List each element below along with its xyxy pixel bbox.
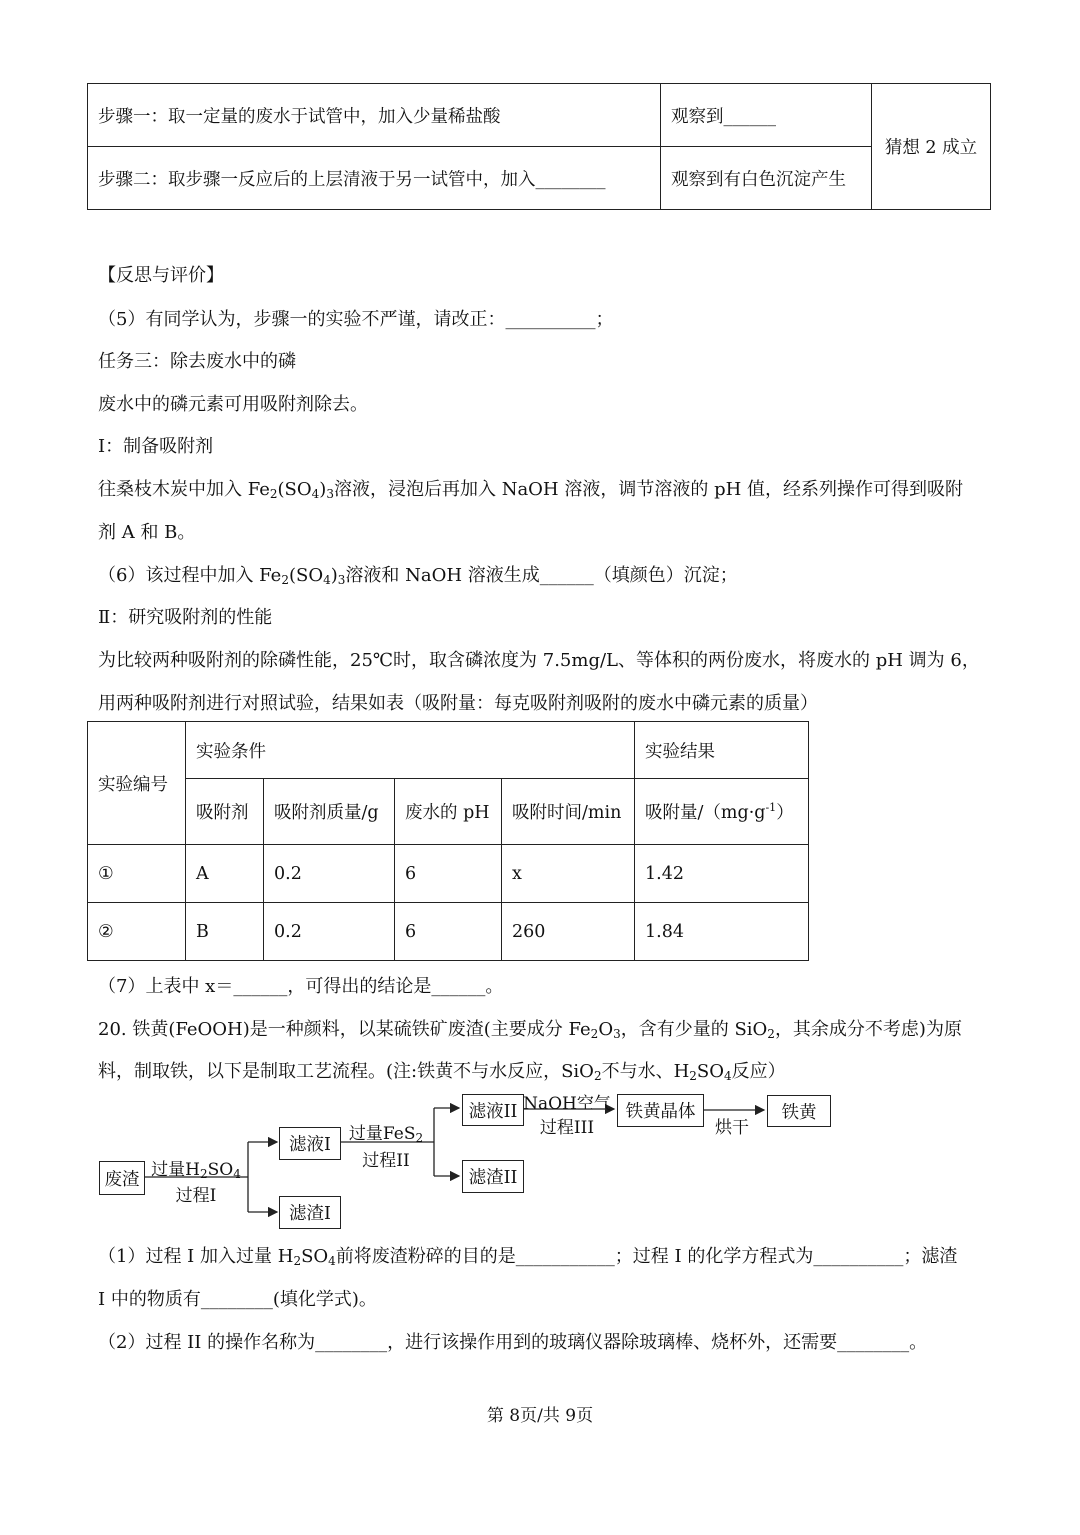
box-waste: 废渣 [99, 1161, 145, 1195]
box-product: 铁黄 [767, 1095, 831, 1127]
header-id: 实验编号 [88, 722, 186, 845]
box-residue2: 滤渣II [462, 1160, 524, 1193]
col-time: 吸附时间/min [502, 779, 635, 845]
header-conditions: 实验条件 [186, 722, 635, 779]
col-adsorbent: 吸附剂 [186, 779, 264, 845]
section-2-heading: Ⅱ：研究吸附剂的性能 [98, 607, 273, 628]
label-reagent1: 过量$H_2SO_4$ [151, 1160, 241, 1181]
label-process1: 过程I [175, 1186, 217, 1206]
table-row: ② B 0.2 6 260 1.84 [88, 903, 809, 961]
step1-cell: 步骤一：取一定量的废水于试管中，加入少量稀盐酸 [88, 84, 661, 147]
paragraph-2-cont: 剂 A 和 B。 [98, 522, 196, 543]
task3-heading: 任务三：除去废水中的磷 [98, 351, 296, 372]
label-process3: 过程III [539, 1118, 595, 1138]
box-residue1: 滤渣I [279, 1196, 341, 1229]
label-reagent3: NaOH空气 [523, 1094, 611, 1114]
col-ph: 废水的 pH [395, 779, 502, 845]
label-dry: 烘干 [715, 1118, 749, 1138]
reflect-heading: 【反思与评价】 [98, 265, 224, 286]
question-20: 20. 铁黄(FeOOH)是一种颜料，以某硫铁矿废渣(主要成分 $Fe_2O_3$，含有少量的 SiO$_2$，其余成分不考虑)为原 [98, 1019, 962, 1041]
conclusion-cell: 猜想 2 成立 [872, 84, 991, 210]
step2-observation: 观察到有白色沉淀产生 [661, 147, 872, 210]
question-20-cont: 料，制取铁，以下是制取工艺流程。(注:铁黄不与水反应，SiO$_2$不与水、$H_2SO_4$反应） [98, 1061, 786, 1083]
step1-observation: 观察到______ [661, 84, 872, 147]
question-20-1: （1）过程 I 加入过量 $H_2SO_4$前将废渣粉碎的目的是___________；过程 I 的化学方程式为__________；滤渣 [98, 1246, 958, 1268]
page-footer: 第 8页/共 9页 [486, 1406, 594, 1426]
paragraph-1: 废水中的磷元素可用吸附剂除去。 [98, 394, 368, 415]
paragraph-3-cont: 用两种吸附剂进行对照试验，结果如表（吸附量：每克吸附剂吸附的废水中磷元素的质量） [98, 693, 818, 714]
question-7: （7）上表中 x＝______，可得出的结论是______。 [98, 976, 504, 997]
label-process2: 过程II [362, 1151, 410, 1171]
question-5: （5）有同学认为，步骤一的实验不严谨，请改正：__________； [98, 309, 614, 330]
paragraph-2: 往桑枝木炭中加入 $Fe_2(SO_4)_3$溶液，浸泡后再加入 NaOH 溶液，调节溶液的 pH 值，经系列操作可得到吸附 [98, 479, 964, 501]
section-1-heading: I：制备吸附剂 [98, 436, 214, 457]
question-20-1-cont: I 中的物质有________(填化学式)。 [98, 1289, 377, 1310]
box-filtrate1: 滤液I [279, 1127, 341, 1160]
paragraph-3: 为比较两种吸附剂的除磷性能，25℃时，取含磷浓度为 7.5mg/L、等体积的两份废水，将废水的 pH 调为 6， [98, 650, 980, 671]
label-reagent2: 过量FeS$_2$ [348, 1124, 424, 1145]
box-crystal: 铁黄晶体 [617, 1094, 704, 1127]
question-20-2: （2）过程 II 的操作名称为________，进行该操作用到的玻璃仪器除玻璃棒、烧杯外，还需要________。 [98, 1332, 928, 1353]
table-row: ① A 0.2 6 x 1.42 [88, 845, 809, 903]
col-mass: 吸附剂质量/g [264, 779, 395, 845]
step2-cell: 步骤二：取步骤一反应后的上层清液于另一试管中，加入________ [88, 147, 661, 210]
col-amount: 吸附量$/(mg\cdot g^{-1})$ [635, 779, 809, 845]
box-filtrate2: 滤液II [462, 1094, 524, 1126]
header-result: 实验结果 [635, 722, 809, 779]
question-6: （6）该过程中加入 $Fe_2(SO_4)_3$溶液和 NaOH 溶液生成______（填颜色）沉淀； [98, 565, 738, 587]
